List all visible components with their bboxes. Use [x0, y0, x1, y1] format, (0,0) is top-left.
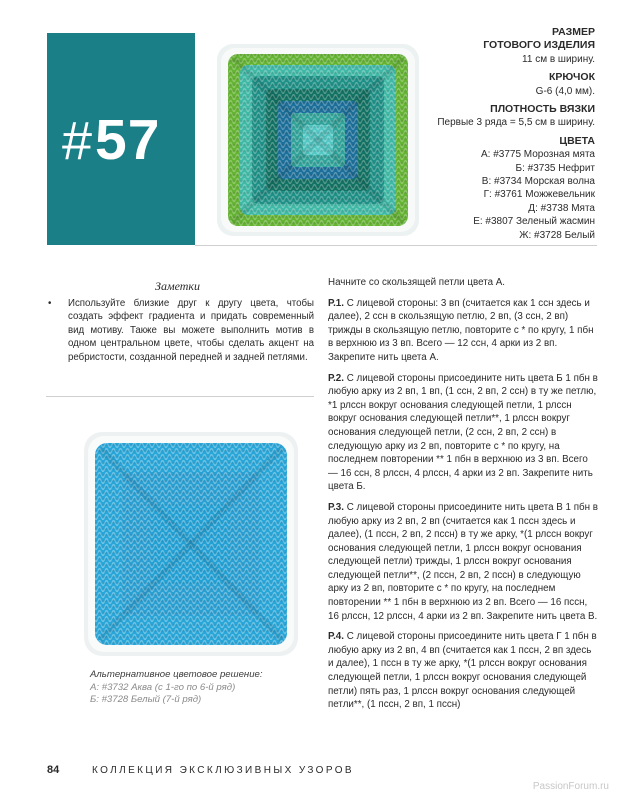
- color-item: Е: #3807 Зеленый жасмин: [473, 216, 595, 228]
- color-item: А: #3775 Морозная мята: [480, 149, 595, 161]
- spec-hook-value: G-6 (4,0 мм).: [535, 85, 595, 97]
- pattern-number: #57: [62, 108, 161, 172]
- spec-gauge-value: Первые 3 ряда = 5,5 см в ширину.: [437, 117, 595, 129]
- spec-size-heading: РАЗМЕР ГОТОВОГО ИЗДЕЛИЯ: [483, 26, 595, 52]
- pattern-specs: [375, 26, 595, 242]
- alt-crochet-square-photo: [82, 430, 300, 658]
- header-divider: [195, 245, 597, 246]
- watermark: PassionForum.ru: [532, 781, 609, 792]
- notes-title: Заметки: [155, 279, 201, 293]
- spec-colors-heading: ЦВЕТА: [559, 134, 595, 147]
- instructions-intro: Начните со скользящей петли цвета А.: [328, 277, 506, 288]
- round-4: Р.4. С лицевой стороны присоедините нить цвета Г 1 пбн в любую арку из 2 вп, 4 вп (считается как 1 пссн, 2 вп здесь и далее), 1 пссн в ту же арку, *(1 рлссн вокруг основания следующей петли, 1 рлссн вокруг основания следующей петли) пять раз, 1 рлссн вокруг основания следующей петли**, (1 пссн, 2 вп, 1 пссн): [328, 631, 597, 711]
- round-2: Р.2. С лицевой стороны присоедините нить цвета Б 1 пбн в любую арку из 2 вп, 1 вп, (1 ссн, 2 вп, 2 ссн) в ту же петлю, *1 рлссн вокруг основания следующей петли, 1 рлссн вокруг основания следующей петли**, 1 рлссн вокруг основания следующей петли, (2 ссн, 2 вп, 2 ссн) в следующую арку из 2 вп, повторите с * по кругу, на последнем повторении ** 1 пбн в верхнюю из 3 вп. Всего — 16 ссн, 8 рлссн, 4 рлссн, 4 арки из 2 вп. Закрепите нить цвета Б.: [328, 372, 598, 493]
- color-item: Д: #3738 Мята: [528, 202, 595, 214]
- alt-color-caption: Альтернативное цветовое решение: А: #3732 Аква (с 1-го по 6-й ряд) Б: #3728 Белый (7-й ряд): [90, 669, 263, 705]
- spec-size-value: 11 см в ширину.: [522, 53, 595, 65]
- spec-gauge-heading: ПЛОТНОСТЬ ВЯЗКИ: [490, 103, 595, 116]
- page-number: 84: [47, 764, 60, 776]
- notes-divider: [46, 396, 314, 397]
- footer-title: КОЛЛЕКЦИЯ ЭКСКЛЮЗИВНЫХ УЗОРОВ: [92, 765, 354, 776]
- round-1: Р.1. С лицевой стороны: 3 вп (считается как 1 ссн здесь и далее), 2 ссн в скользящую петлю, 2 вп, (3 ссн, 2 вп) трижды в скользящую петлю, повторите с * по кругу, 1 пбн в верхнюю из 3 вп. Всего — 12 ссн, 4 арки из 2 вп. Закрепите нить цвета А.: [328, 297, 594, 363]
- note-item: • Используйте близкие друг к другу цвета, чтобы создать эффект градиента и придать современный вид мотиву. Также вы можете выполнить мотив в одном центральном цвете, чтобы сделать акцент на ребристости, созданной передней и задней петлями.: [46, 297, 314, 364]
- color-item: Г: #3761 Можжевельник: [483, 189, 595, 201]
- color-item: В: #3734 Морская волна: [481, 176, 595, 188]
- instructions: [328, 276, 598, 719]
- notes-list: [46, 297, 314, 364]
- color-item: Ж: #3728 Белый: [519, 229, 595, 241]
- color-item: Б: #3735 Нефрит: [515, 162, 595, 174]
- round-3: Р.3. С лицевой стороны присоедините нить цвета В 1 пбн в любую арку из 2 вп, 2 вп (считается как 1 пссн здесь и далее), (1 пссн, 2 вп, 2 пссн) в ту же арку, *(1 рлссн вокруг основания следующей петли, 1 рлссн вокруг основания следующей петли) трижды, 1 рлссн вокруг основания следующей петли**, (2 пссн, 2 вп, 2 пссн) в следующую арку из 2 вп, повторите с * по кругу, на последнем повторении ** 1 пбн в верхнюю из 2 вп. Всего — 16 пссн, 16 рлссн, 12 рлссн, 4 арки из 2 вп. Закрепите нить цвета В.: [328, 501, 598, 622]
- spec-hook-heading: КРЮЧОК: [548, 71, 595, 84]
